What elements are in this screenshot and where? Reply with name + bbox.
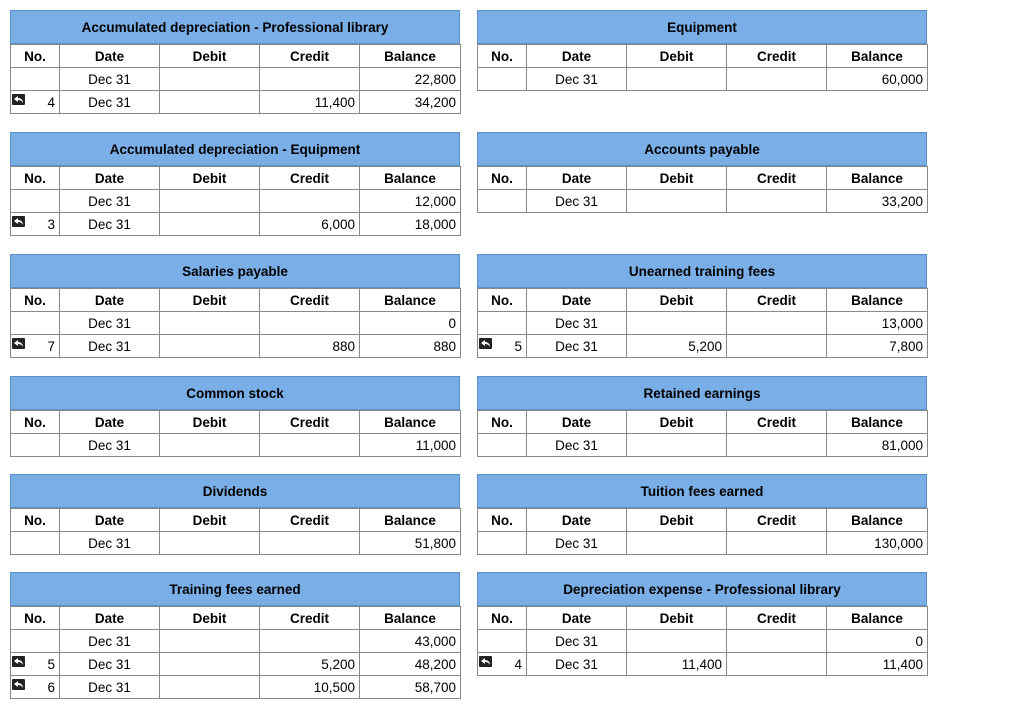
ledger-account	[10, 254, 460, 358]
credit-cell	[727, 532, 827, 555]
entry-number: 4	[47, 94, 55, 110]
balance-cell: 130,000	[827, 532, 928, 555]
column-header-credit: Credit	[727, 607, 827, 630]
credit-cell: 10,500	[260, 676, 360, 699]
date-cell: Dec 31	[60, 190, 160, 213]
header-row	[478, 289, 928, 312]
column-header-credit: Credit	[727, 45, 827, 68]
credit-cell	[727, 335, 827, 358]
column-header-debit: Debit	[160, 289, 260, 312]
column-header-balance: Balance	[827, 45, 928, 68]
column-header-no: No.	[478, 509, 527, 532]
entry-number-cell	[11, 676, 60, 699]
debit-cell: 11,400	[627, 653, 727, 676]
column-header-credit: Credit	[727, 509, 827, 532]
column-header-balance: Balance	[360, 411, 461, 434]
balance-cell: 13,000	[827, 312, 928, 335]
entry-number-cell	[11, 532, 60, 555]
column-header-credit: Credit	[260, 509, 360, 532]
column-header-debit: Debit	[627, 167, 727, 190]
column-header-balance: Balance	[360, 289, 461, 312]
table-row	[478, 532, 928, 555]
table-row	[11, 312, 461, 335]
credit-cell	[727, 653, 827, 676]
undo-arrow-icon[interactable]	[12, 94, 25, 105]
entry-number-cell	[11, 630, 60, 653]
column-header-balance: Balance	[360, 167, 461, 190]
column-header-balance: Balance	[827, 607, 928, 630]
column-header-debit: Debit	[627, 289, 727, 312]
account-table	[10, 410, 461, 457]
ledger-account	[10, 572, 460, 699]
account-title: Accumulated depreciation - Equipment	[10, 132, 460, 166]
column-header-balance: Balance	[827, 509, 928, 532]
balance-cell: 48,200	[360, 653, 461, 676]
column-header-no: No.	[11, 45, 60, 68]
credit-cell	[260, 68, 360, 91]
entry-number: 3	[47, 216, 55, 232]
account-title: Accounts payable	[477, 132, 927, 166]
date-cell: Dec 31	[60, 312, 160, 335]
entry-number: 5	[514, 338, 522, 354]
column-header-date: Date	[60, 509, 160, 532]
undo-arrow-icon[interactable]	[12, 656, 25, 667]
column-header-credit: Credit	[260, 289, 360, 312]
header-row	[11, 411, 461, 434]
debit-cell	[160, 434, 260, 457]
column-header-balance: Balance	[827, 289, 928, 312]
balance-cell: 34,200	[360, 91, 461, 114]
column-header-no: No.	[11, 607, 60, 630]
table-row	[478, 68, 928, 91]
debit-cell	[160, 68, 260, 91]
date-cell: Dec 31	[527, 434, 627, 457]
column-header-debit: Debit	[160, 167, 260, 190]
column-header-debit: Debit	[160, 45, 260, 68]
date-cell: Dec 31	[527, 68, 627, 91]
table-row	[478, 190, 928, 213]
ledger-account	[10, 10, 460, 114]
table-row	[11, 335, 461, 358]
entry-number: 6	[47, 679, 55, 695]
entry-number-cell	[11, 68, 60, 91]
column-header-no: No.	[478, 167, 527, 190]
account-title: Tuition fees earned	[477, 474, 927, 508]
entry-number-cell	[478, 312, 527, 335]
entry-number-cell	[478, 532, 527, 555]
balance-cell: 7,800	[827, 335, 928, 358]
entry-number-cell	[11, 190, 60, 213]
account-table	[477, 508, 928, 555]
column-header-date: Date	[527, 509, 627, 532]
credit-cell	[260, 190, 360, 213]
account-title: Equipment	[477, 10, 927, 44]
table-row	[11, 68, 461, 91]
column-header-no: No.	[11, 167, 60, 190]
credit-cell	[727, 434, 827, 457]
debit-cell	[160, 190, 260, 213]
balance-cell: 880	[360, 335, 461, 358]
entry-number-cell	[478, 434, 527, 457]
column-header-credit: Credit	[260, 607, 360, 630]
credit-cell: 6,000	[260, 213, 360, 236]
credit-cell	[727, 190, 827, 213]
column-header-date: Date	[60, 167, 160, 190]
table-row	[478, 335, 928, 358]
column-header-balance: Balance	[360, 45, 461, 68]
table-row	[478, 653, 928, 676]
entry-number-cell	[478, 190, 527, 213]
debit-cell	[160, 630, 260, 653]
column-header-no: No.	[478, 45, 527, 68]
account-table	[477, 606, 928, 676]
entry-number-cell	[11, 213, 60, 236]
date-cell: Dec 31	[527, 630, 627, 653]
date-cell: Dec 31	[60, 213, 160, 236]
account-title: Retained earnings	[477, 376, 927, 410]
account-table	[10, 288, 461, 358]
ledger-account	[477, 572, 927, 676]
account-table	[10, 166, 461, 236]
balance-cell: 81,000	[827, 434, 928, 457]
entry-number: 7	[47, 338, 55, 354]
account-title: Accumulated depreciation - Professional library	[10, 10, 460, 44]
undo-arrow-icon[interactable]	[479, 338, 492, 349]
table-row	[11, 213, 461, 236]
column-header-no: No.	[11, 289, 60, 312]
table-row	[478, 434, 928, 457]
date-cell: Dec 31	[60, 434, 160, 457]
column-header-credit: Credit	[727, 411, 827, 434]
column-header-date: Date	[527, 607, 627, 630]
date-cell: Dec 31	[60, 653, 160, 676]
column-header-credit: Credit	[260, 411, 360, 434]
column-header-date: Date	[60, 289, 160, 312]
credit-cell	[727, 68, 827, 91]
table-row	[478, 312, 928, 335]
balance-cell: 51,800	[360, 532, 461, 555]
ledger-account	[477, 254, 927, 358]
credit-cell: 880	[260, 335, 360, 358]
debit-cell	[160, 335, 260, 358]
debit-cell	[627, 630, 727, 653]
column-header-debit: Debit	[627, 411, 727, 434]
column-header-date: Date	[60, 607, 160, 630]
account-table	[477, 288, 928, 358]
debit-cell	[160, 91, 260, 114]
column-header-balance: Balance	[827, 411, 928, 434]
column-header-balance: Balance	[360, 509, 461, 532]
debit-cell	[160, 213, 260, 236]
balance-cell: 0	[827, 630, 928, 653]
column-header-no: No.	[11, 509, 60, 532]
entry-number-cell	[11, 335, 60, 358]
account-title: Dividends	[10, 474, 460, 508]
credit-cell	[260, 532, 360, 555]
date-cell: Dec 31	[527, 335, 627, 358]
balance-cell: 60,000	[827, 68, 928, 91]
debit-cell	[627, 532, 727, 555]
column-header-date: Date	[527, 289, 627, 312]
column-header-no: No.	[11, 411, 60, 434]
ledger-account	[10, 376, 460, 457]
credit-cell	[260, 312, 360, 335]
column-header-credit: Credit	[260, 45, 360, 68]
table-row	[11, 653, 461, 676]
date-cell: Dec 31	[60, 676, 160, 699]
account-title: Training fees earned	[10, 572, 460, 606]
column-header-debit: Debit	[160, 607, 260, 630]
debit-cell	[627, 68, 727, 91]
debit-cell	[627, 190, 727, 213]
column-header-debit: Debit	[627, 607, 727, 630]
entry-number-cell	[11, 312, 60, 335]
debit-cell	[160, 653, 260, 676]
header-row	[11, 607, 461, 630]
date-cell: Dec 31	[60, 532, 160, 555]
header-row	[478, 607, 928, 630]
column-header-credit: Credit	[727, 167, 827, 190]
column-header-debit: Debit	[627, 509, 727, 532]
header-row	[478, 509, 928, 532]
entry-number-cell	[478, 653, 527, 676]
ledger-account	[477, 474, 927, 555]
account-title: Depreciation expense - Professional library	[477, 572, 927, 606]
table-row	[11, 190, 461, 213]
entry-number-cell	[11, 653, 60, 676]
credit-cell	[260, 630, 360, 653]
date-cell: Dec 31	[527, 312, 627, 335]
debit-cell	[160, 532, 260, 555]
entry-number-cell	[11, 434, 60, 457]
ledger-account	[477, 376, 927, 457]
ledger-account	[477, 132, 927, 213]
account-table	[477, 410, 928, 457]
date-cell: Dec 31	[60, 68, 160, 91]
ledger-account	[477, 10, 927, 91]
account-title: Common stock	[10, 376, 460, 410]
header-row	[11, 167, 461, 190]
balance-cell: 33,200	[827, 190, 928, 213]
balance-cell: 22,800	[360, 68, 461, 91]
credit-cell: 5,200	[260, 653, 360, 676]
debit-cell	[627, 312, 727, 335]
column-header-no: No.	[478, 289, 527, 312]
column-header-debit: Debit	[160, 411, 260, 434]
account-title: Unearned training fees	[477, 254, 927, 288]
undo-arrow-icon[interactable]	[12, 679, 25, 690]
column-header-credit: Credit	[260, 167, 360, 190]
column-header-no: No.	[478, 607, 527, 630]
header-row	[478, 167, 928, 190]
undo-arrow-icon[interactable]	[12, 216, 25, 227]
date-cell: Dec 31	[60, 630, 160, 653]
balance-cell: 43,000	[360, 630, 461, 653]
date-cell: Dec 31	[527, 190, 627, 213]
balance-cell: 11,400	[827, 653, 928, 676]
entry-number-cell	[11, 91, 60, 114]
column-header-balance: Balance	[827, 167, 928, 190]
balance-cell: 58,700	[360, 676, 461, 699]
account-table	[10, 606, 461, 699]
column-header-debit: Debit	[627, 45, 727, 68]
column-header-balance: Balance	[360, 607, 461, 630]
balance-cell: 18,000	[360, 213, 461, 236]
undo-arrow-icon[interactable]	[12, 338, 25, 349]
account-table	[10, 44, 461, 114]
table-row	[11, 532, 461, 555]
header-row	[11, 509, 461, 532]
column-header-date: Date	[527, 45, 627, 68]
table-row	[11, 91, 461, 114]
balance-cell: 12,000	[360, 190, 461, 213]
account-table	[477, 166, 928, 213]
ledger-account	[10, 474, 460, 555]
date-cell: Dec 31	[527, 532, 627, 555]
date-cell: Dec 31	[527, 653, 627, 676]
header-row	[11, 289, 461, 312]
account-title: Salaries payable	[10, 254, 460, 288]
header-row	[478, 411, 928, 434]
table-row	[11, 434, 461, 457]
balance-cell: 11,000	[360, 434, 461, 457]
debit-cell: 5,200	[627, 335, 727, 358]
column-header-date: Date	[60, 45, 160, 68]
entry-number: 5	[47, 656, 55, 672]
account-table	[477, 44, 928, 91]
credit-cell	[727, 630, 827, 653]
table-row	[478, 630, 928, 653]
account-table	[10, 508, 461, 555]
entry-number-cell	[478, 335, 527, 358]
balance-cell: 0	[360, 312, 461, 335]
undo-arrow-icon[interactable]	[479, 656, 492, 667]
table-row	[11, 676, 461, 699]
credit-cell	[727, 312, 827, 335]
date-cell: Dec 31	[60, 335, 160, 358]
column-header-date: Date	[60, 411, 160, 434]
column-header-date: Date	[527, 167, 627, 190]
debit-cell	[160, 312, 260, 335]
debit-cell	[627, 434, 727, 457]
entry-number-cell	[478, 68, 527, 91]
date-cell: Dec 31	[60, 91, 160, 114]
table-row	[11, 630, 461, 653]
header-row	[11, 45, 461, 68]
ledger-account	[10, 132, 460, 236]
column-header-credit: Credit	[727, 289, 827, 312]
credit-cell: 11,400	[260, 91, 360, 114]
header-row	[478, 45, 928, 68]
credit-cell	[260, 434, 360, 457]
column-header-no: No.	[478, 411, 527, 434]
entry-number: 4	[514, 656, 522, 672]
column-header-date: Date	[527, 411, 627, 434]
column-header-debit: Debit	[160, 509, 260, 532]
debit-cell	[160, 676, 260, 699]
entry-number-cell	[478, 630, 527, 653]
